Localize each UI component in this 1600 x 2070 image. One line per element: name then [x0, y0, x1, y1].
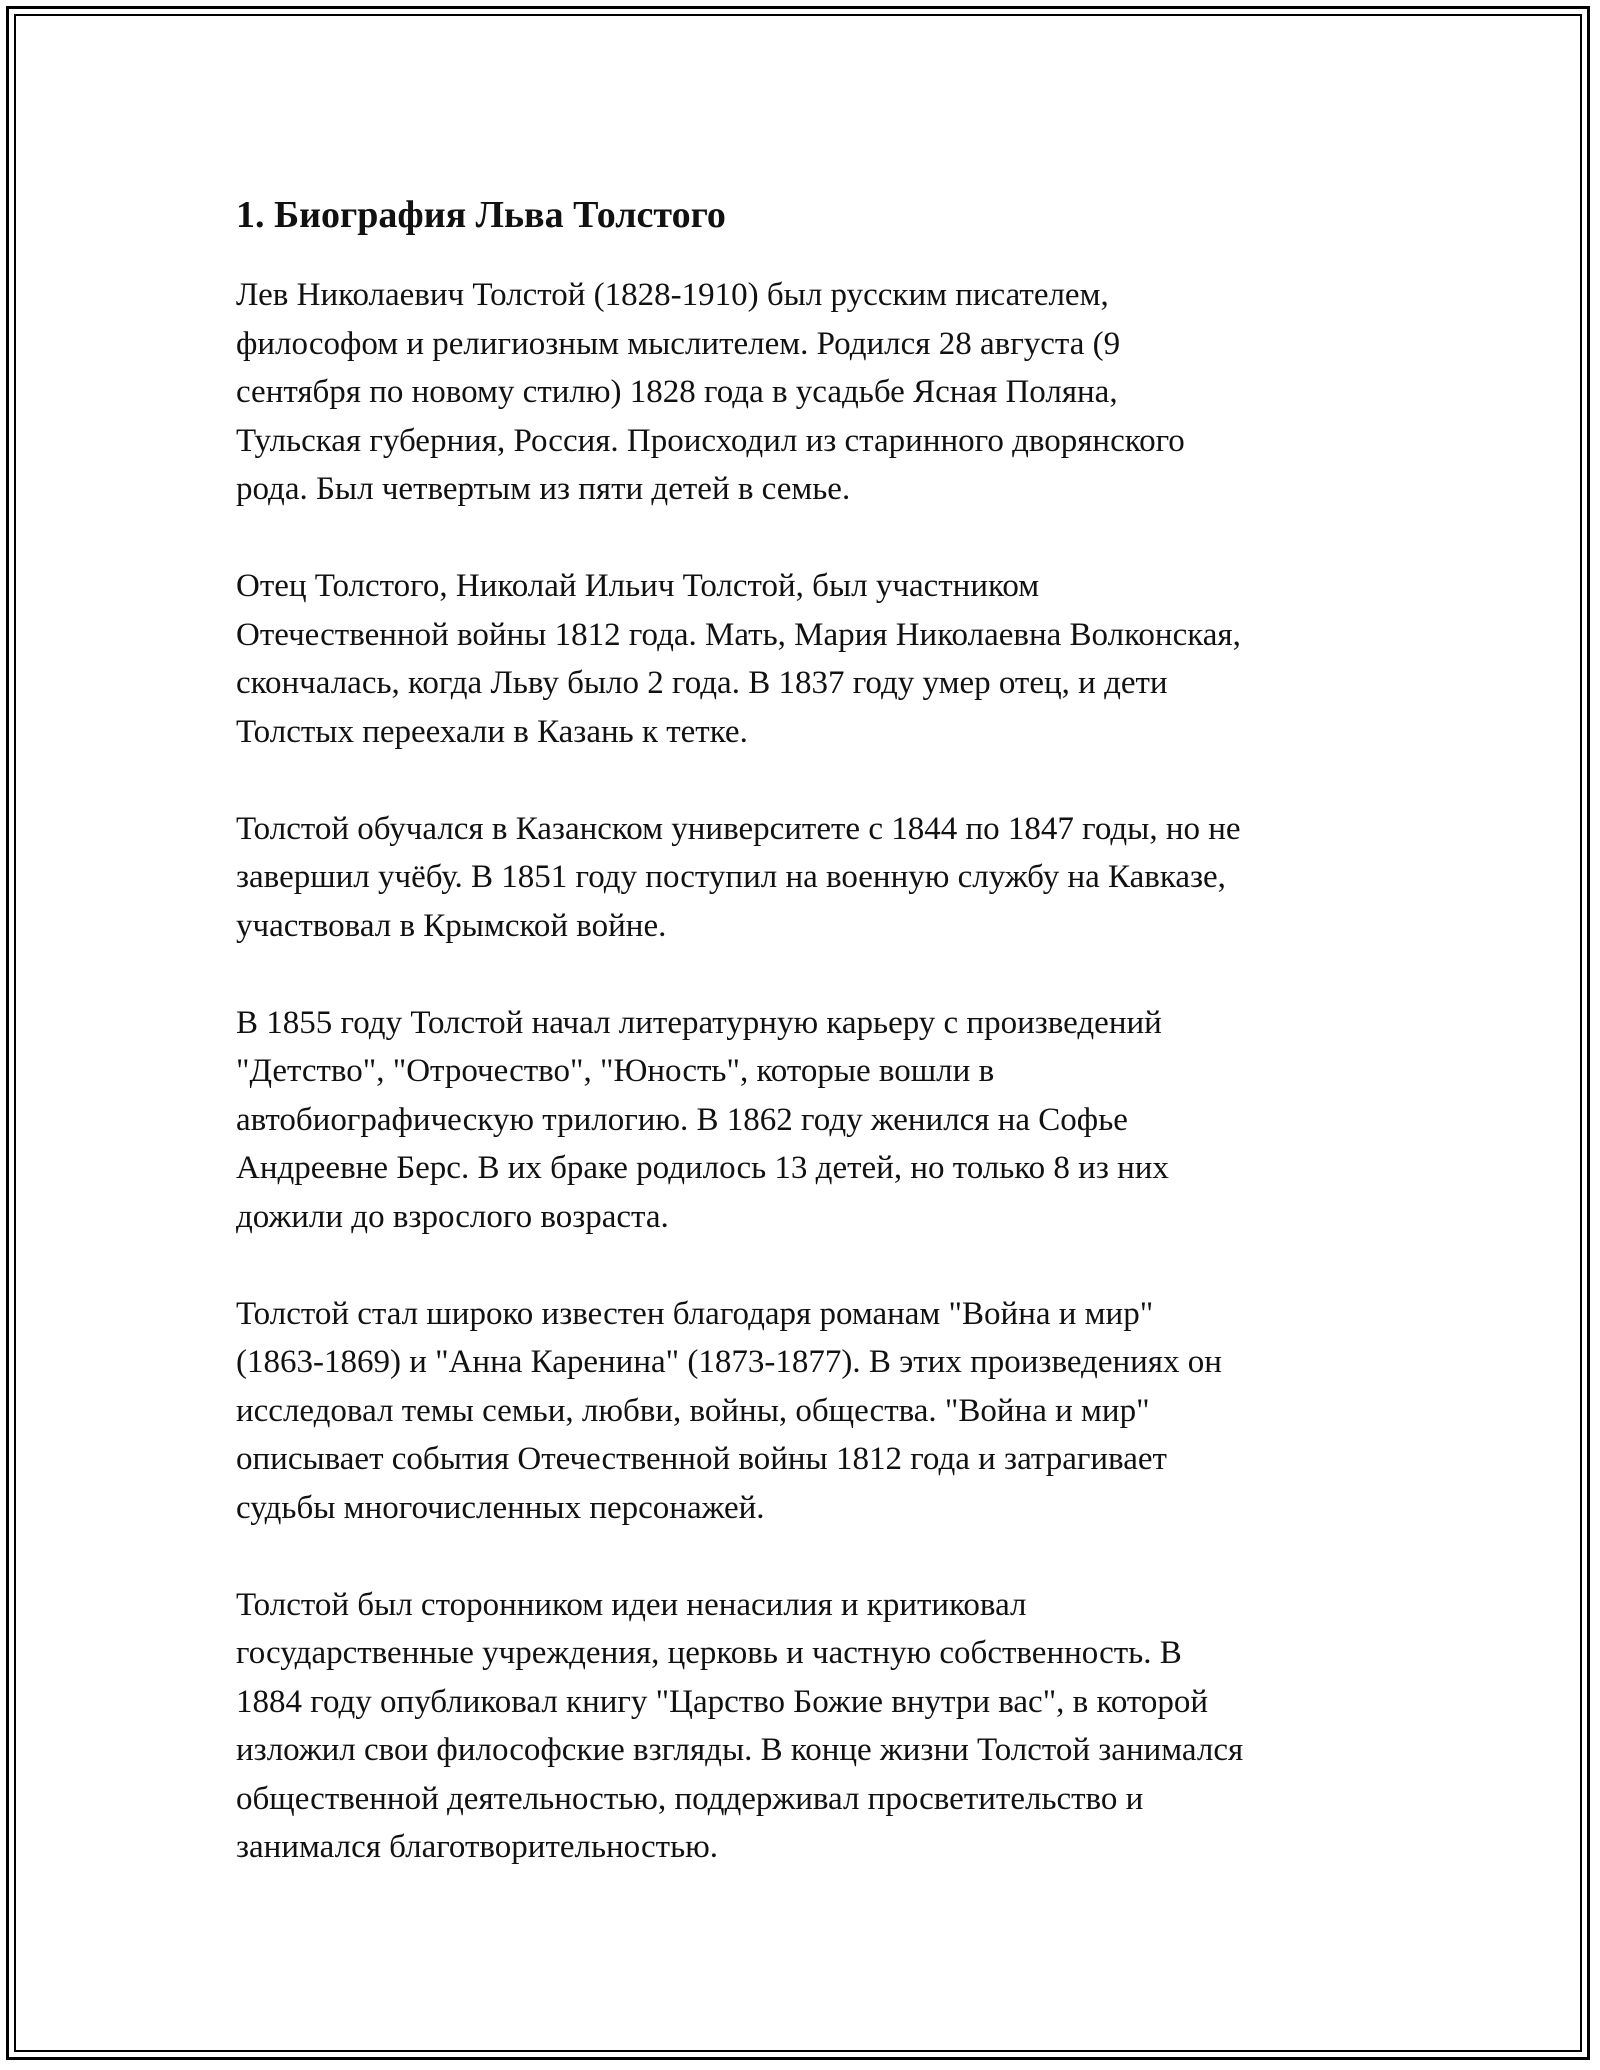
text-line: Толстой стал широко известен благодаря романам "Война и мир"	[236, 1295, 1154, 1332]
paragraph-early-life	[236, 271, 1396, 514]
text-line: Отец Толстого, Николай Ильич Толстой, был участником	[236, 568, 1040, 604]
text-line: участвовал в Крымской войне.	[236, 907, 667, 944]
text-line: общественной деятельностью, поддерживал просветительство и	[236, 1780, 1144, 1817]
text-line: дожили до взрослого возраста.	[236, 1198, 669, 1235]
paragraph-literary-career	[236, 999, 1396, 1242]
text-line: скончалась, когда Льву было 2 года. В 1837 году умер отец, и дети	[236, 665, 1168, 701]
section-heading: 1. Биография Льва Толстого	[236, 194, 726, 236]
paragraph-philosophy	[236, 1581, 1396, 1872]
text-line: философом и религиозным мыслителем. Родился 28 августа (9	[236, 325, 1121, 362]
text-line: исследовал темы семьи, любви, войны, общества. "Война и мир"	[236, 1392, 1150, 1429]
text-line: завершил учёбу. В 1851 году поступил на военную службу на Кавказе,	[236, 859, 1226, 895]
text-line: Отечественной войны 1812 года. Мать, Мария Николаевна Волконская,	[236, 616, 1241, 653]
text-line: (1863-1869) и "Анна Каренина" (1873-1877). В этих произведениях он	[236, 1344, 1222, 1380]
paragraph-novels	[236, 1290, 1396, 1533]
text-line: рода. Был четвертым из пяти детей в семье.	[236, 471, 851, 507]
text-line: описывает события Отечественной войны 1812 года и затрагивает	[236, 1441, 1167, 1477]
text-line: сентября по новому стилю) 1828 года в усадьбе Ясная Поляна,	[236, 374, 1118, 410]
text-line: занимался благотворительностью.	[236, 1829, 719, 1865]
text-line: Толстых переехали в Казань к тетке.	[236, 713, 748, 750]
paragraph-education	[236, 805, 1396, 951]
text-line: Тульская губерния, Россия. Происходил из старинного дворянского	[236, 422, 1185, 459]
text-line: 1884 году опубликовал книгу "Царство Божие внутри вас", в которой	[236, 1683, 1209, 1720]
text-line: Андреевне Берс. В их браке родилось 13 детей, но только 8 из них	[236, 1150, 1169, 1186]
document-body	[236, 185, 1396, 1920]
text-line: судьбы многочисленных персонажей.	[236, 1489, 765, 1526]
text-line: Толстой был сторонником идеи ненасилия и критиковал	[236, 1586, 1027, 1623]
text-line: автобиографическую трилогию. В 1862 году женился на Софье	[236, 1101, 1128, 1138]
text-line: Лев Николаевич Толстой (1828-1910) был русским писателем,	[236, 277, 1109, 313]
text-line: Толстой обучался в Казанском университете с 1844 по 1847 годы, но не	[236, 810, 1241, 847]
text-line: государственные учреждения, церковь и частную собственность. В	[236, 1635, 1182, 1671]
text-line: В 1855 году Толстой начал литературную карьеру с произведений	[236, 1004, 1162, 1041]
paragraph-family	[236, 562, 1396, 756]
text-line: изложил свои философские взгляды. В конце жизни Толстой занимался	[236, 1732, 1244, 1768]
text-line: "Детство", "Отрочество", "Юность", которые вошли в	[236, 1053, 995, 1089]
